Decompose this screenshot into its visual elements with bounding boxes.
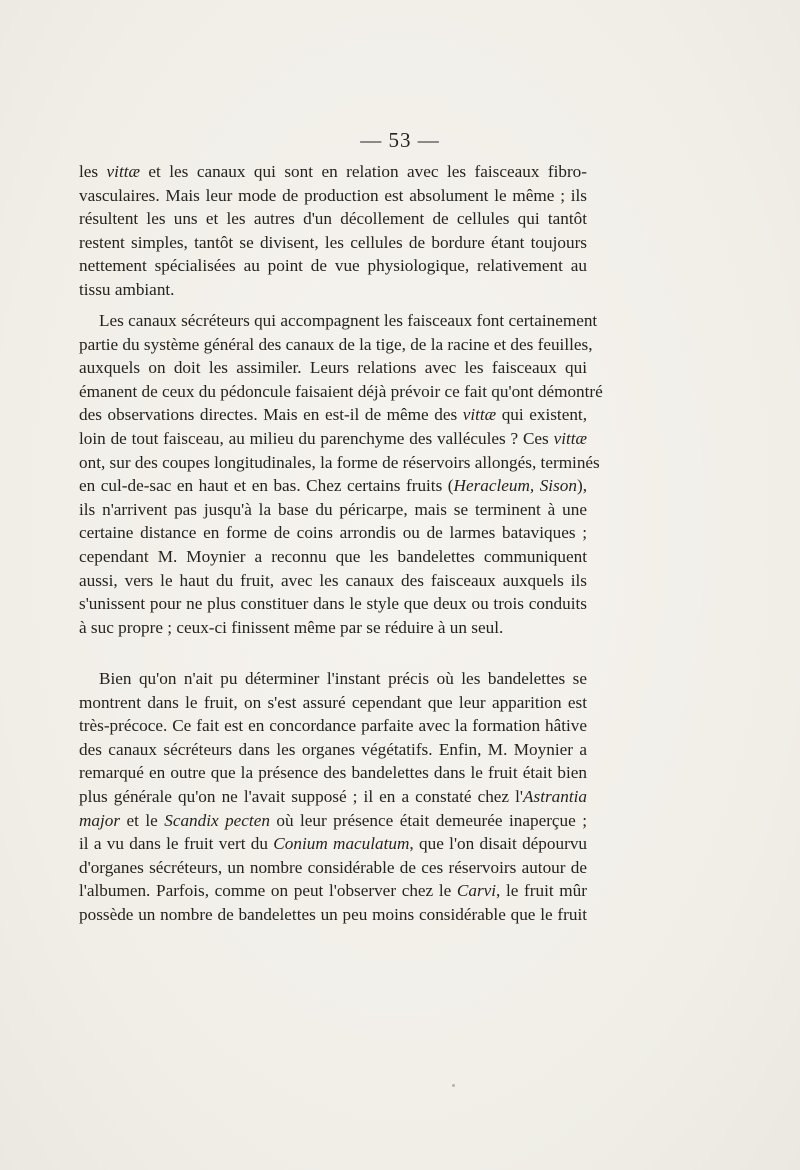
text-segment: partie du système général des canaux de la tige, de la racine et des feuilles, bbox=[79, 334, 593, 354]
italic-term: major bbox=[79, 810, 121, 830]
text-segment: remarqué en outre que la présence des bandelettes dans le fruit était bien bbox=[79, 763, 587, 783]
italic-term: Scandix pecten bbox=[164, 810, 270, 830]
text-line bbox=[79, 856, 587, 880]
italic-term: Carvi bbox=[456, 881, 497, 901]
text-line bbox=[79, 333, 593, 357]
text-segment: vasculaires. Mais leur mode de production est absolument le même ; ils bbox=[79, 185, 587, 205]
text-segment: restent simples, tantôt se divisent, les cellules de bordure étant toujours bbox=[79, 232, 587, 252]
text-segment: émanent de ceux du pédoncule faisaient déjà prévoir ce fait qu'ont démontré bbox=[79, 381, 603, 401]
paragraph-3 bbox=[79, 667, 587, 927]
text-segment: l'albumen. Parfois, comme on peut l'observer chez le bbox=[79, 881, 457, 901]
italic-term: Astrantia bbox=[523, 786, 587, 806]
text-segment: cependant M. Moynier a reconnu que les bandelettes communiquent bbox=[79, 546, 587, 566]
text-line bbox=[79, 761, 587, 785]
text-line bbox=[79, 809, 587, 833]
text-line bbox=[79, 254, 587, 278]
text-segment: , que l'on disait dépourvu bbox=[409, 834, 588, 854]
text-line bbox=[79, 474, 587, 498]
text-segment: nettement spécialisées au point de vue physiologique, relativement au bbox=[79, 256, 587, 276]
text-line bbox=[79, 569, 587, 593]
text-segment: où leur présence était demeurée inaperçue ; bbox=[269, 810, 587, 830]
text-segment: Bien qu'on n'ait pu déterminer l'instant précis où les bandelettes se bbox=[99, 669, 587, 688]
text-line bbox=[79, 309, 598, 333]
text-segment: des observations directes. Mais en est-il de même des bbox=[79, 405, 463, 425]
text-line bbox=[79, 667, 587, 691]
text-segment: ils n'arrivent pas jusqu'à la base du péricarpe, mais se terminent à une bbox=[79, 499, 587, 519]
text-line bbox=[79, 592, 587, 616]
text-line bbox=[79, 403, 587, 427]
page-number: — 53 — bbox=[360, 128, 440, 152]
text-line bbox=[79, 278, 587, 302]
italic-term: Heracleum, Sison bbox=[453, 476, 577, 496]
text-segment: auxquels on doit les assimiler. Leurs relations avec les faisceaux qui bbox=[79, 358, 587, 378]
paragraph-1 bbox=[79, 160, 587, 302]
text-line bbox=[79, 231, 587, 255]
text-segment: certaine distance en forme de coins arrondis ou de larmes bataviques ; bbox=[79, 523, 587, 543]
text-segment: Les canaux sécréteurs qui accompagnent les faisceaux font certainement bbox=[99, 311, 598, 330]
text-segment: , le fruit mûr bbox=[496, 881, 587, 901]
text-segment: à suc propre ; ceux-ci finissent même par se réduire à un seul. bbox=[79, 617, 504, 637]
text-line bbox=[79, 738, 587, 762]
page-speck bbox=[452, 1084, 455, 1087]
text-line bbox=[79, 427, 587, 451]
text-line bbox=[79, 380, 603, 404]
text-line bbox=[79, 785, 587, 809]
text-line bbox=[79, 691, 587, 715]
text-line bbox=[79, 879, 587, 903]
italic-term: vittæ bbox=[106, 162, 140, 181]
text-line bbox=[79, 498, 587, 522]
text-segment: loin de tout faisceau, au milieu du parenchyme des vallécules ? Ces bbox=[79, 428, 554, 448]
text-segment: des canaux sécréteurs dans les organes végétatifs. Enfin, M. Moynier a bbox=[79, 739, 587, 759]
text-segment: et les canaux qui sont en relation avec les faisceaux fibro- bbox=[139, 162, 587, 181]
text-segment: ), bbox=[576, 476, 587, 496]
text-segment: montrent dans le fruit, on s'est assuré cependant que leur apparition est bbox=[79, 692, 587, 712]
text-segment: ont, sur des coupes longitudinales, la forme de réservoirs allongés, terminés bbox=[79, 452, 600, 472]
text-line bbox=[79, 714, 587, 738]
text-segment: les bbox=[79, 162, 107, 181]
text-segment: très-précoce. Ce fait est en concordance parfaite avec la formation hâtive bbox=[79, 716, 587, 736]
text-line bbox=[79, 832, 587, 856]
text-segment: qui existent, bbox=[496, 405, 587, 425]
text-segment: d'organes sécréteurs, un nombre considérable de ces réservoirs autour de bbox=[79, 857, 587, 877]
text-line bbox=[79, 521, 587, 545]
text-segment: et le bbox=[120, 810, 165, 830]
text-segment: il a vu dans le fruit vert du bbox=[79, 834, 274, 854]
text-segment: résultent les uns et les autres d'un décollement de cellules qui tantôt bbox=[79, 209, 587, 229]
text-line bbox=[79, 356, 587, 380]
text-line bbox=[79, 616, 587, 640]
text-segment: en cul-de-sac en haut et en bas. Chez certains fruits ( bbox=[79, 476, 454, 496]
text-line bbox=[79, 545, 587, 569]
text-segment: plus générale qu'on ne l'avait supposé ; il en a constaté chez l' bbox=[79, 786, 524, 806]
text-line bbox=[79, 184, 587, 208]
text-line bbox=[79, 451, 600, 475]
italic-term: vittæ bbox=[553, 428, 587, 448]
text-line bbox=[79, 903, 587, 927]
text-segment: s'unissent pour ne plus constituer dans le style que deux ou trois conduits bbox=[79, 594, 587, 614]
text-line bbox=[79, 207, 587, 231]
italic-term: Conium maculatum bbox=[273, 834, 410, 854]
text-segment: aussi, vers le haut du fruit, avec les canaux des faisceaux auxquels ils bbox=[79, 570, 587, 590]
text-segment: tissu ambiant. bbox=[79, 279, 175, 299]
text-segment: possède un nombre de bandelettes un peu moins considérable que le fruit bbox=[79, 904, 587, 924]
paragraph-2 bbox=[79, 309, 603, 639]
text-line bbox=[79, 160, 587, 184]
italic-term: vittæ bbox=[462, 405, 497, 425]
